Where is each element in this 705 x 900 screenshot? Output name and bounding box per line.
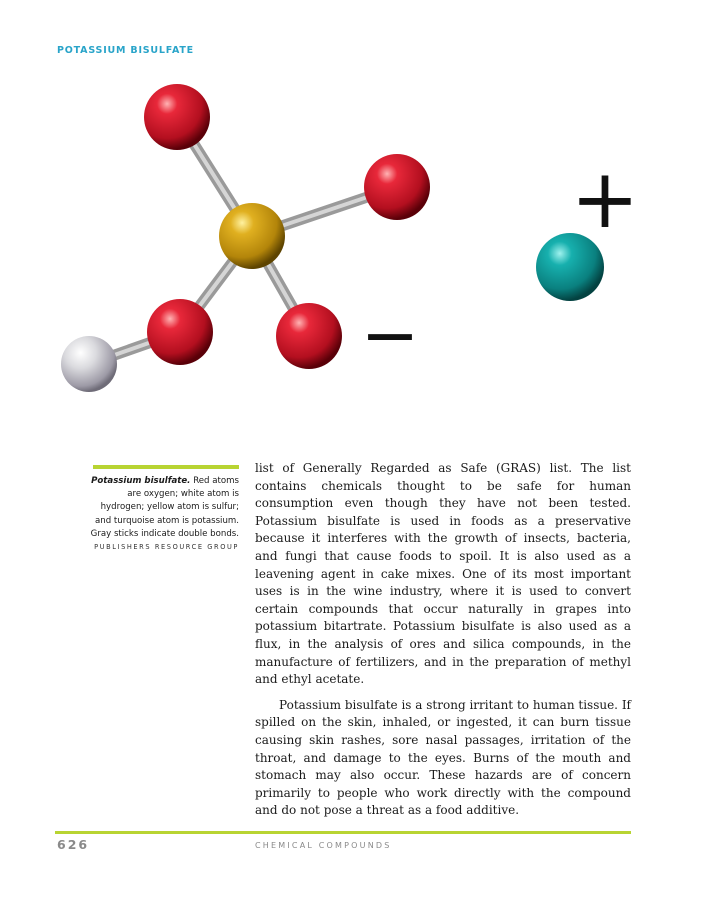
caption-title: Potassium bisulfate.	[91, 476, 191, 486]
caption-text: Red atoms are oxygen; white atom is hydrogen; yellow atom is sulfur; and turquoise atom is potassium. Gray sticks indicate double bonds.	[90, 476, 239, 539]
positive-charge: +	[570, 152, 635, 247]
footer-book-title: CHEMICAL COMPOUNDS	[255, 841, 392, 850]
figure-caption	[86, 475, 239, 554]
running-head: POTASSIUM BISULFATE	[57, 45, 194, 56]
molecule-figure	[55, 70, 635, 405]
body-paragraph: Potassium bisulfate is a strong irritant to human tissue. If spilled on the skin, inhaled, or ingested, it can burn tissue causing skin rashes, sore nasal passages, irritation of the throat, and damage to the eyes. Burns of the mouth and stomach may also occur. These hazards are of concern primarily to people who work directly with the compound and do not pose a threat as a food additive.	[255, 697, 631, 818]
hydrogen-atom	[61, 336, 117, 392]
body-paragraph: list of Generally Regarded as Safe (GRAS) list. The list contains chemicals thought to be safe for human consumption even though they have not been tested. Potassium bisulfate is used in foods as a preservative because it interferes with the growth of insects, bacteria, and fungi that cause foods to spoil. It is also used as a leavening agent in cake mixes. One of its most important uses is in the wine industry, where it is used to convert certain compounds that occur naturally in grapes into potassium bitartrate. Potassium bisulfate is also used as a flux, in the analysis of ores and silica compounds, in the manufacture of fertilizers, and in the preparation of methyl and ethyl acetate.	[255, 461, 631, 687]
oxygen-atom-top	[144, 84, 210, 150]
oxygen-atom-bottom	[276, 303, 342, 369]
caption-credit: PUBLISHERS RESOURCE GROUP	[94, 543, 239, 552]
page-number: 626	[57, 837, 90, 852]
body-text	[255, 460, 631, 820]
oxygen-atom-left	[147, 299, 213, 365]
sulfur-atom	[219, 203, 285, 269]
molecule-model	[55, 70, 635, 405]
negative-charge: −	[360, 294, 420, 376]
oxygen-atom-right	[364, 154, 430, 220]
caption-rule	[93, 465, 239, 469]
footer-rule	[55, 831, 631, 834]
